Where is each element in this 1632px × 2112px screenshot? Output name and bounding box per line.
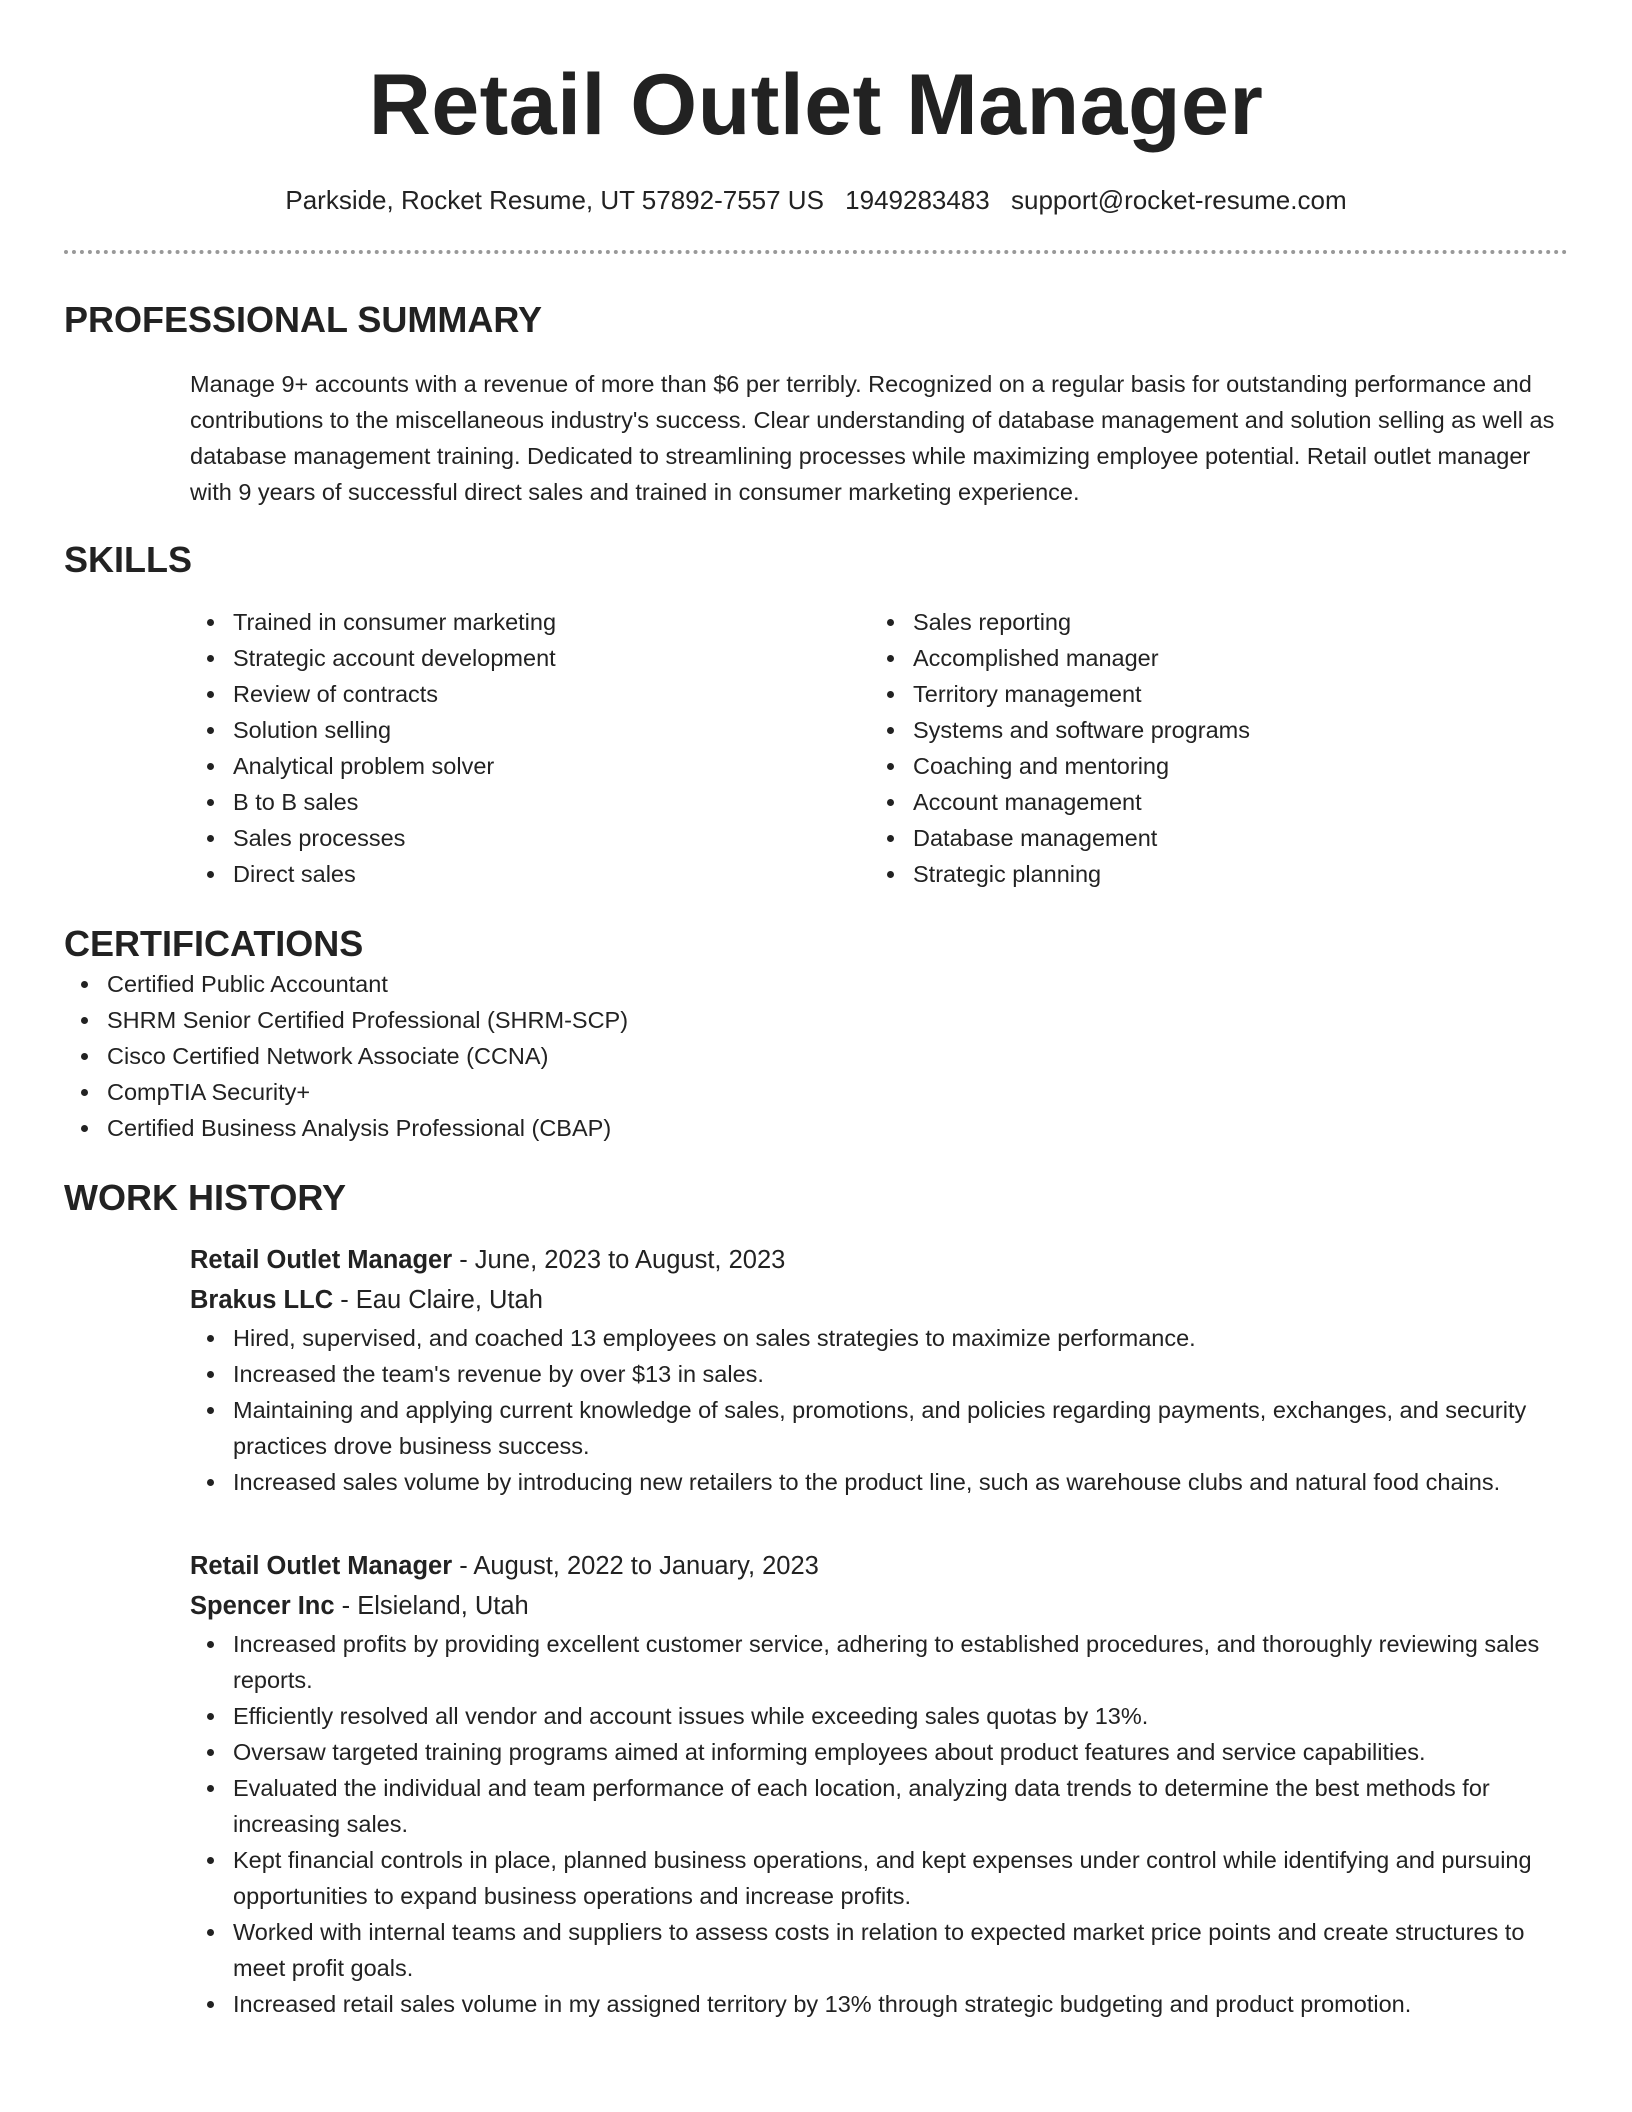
job-bullet: Oversaw targeted training programs aimed at informing employees about product features and service capabilities. [190,1734,1568,1770]
job-bullet: Efficiently resolved all vendor and account issues while exceeding sales quotas by 13%. [190,1698,1568,1734]
job-bullet: Hired, supervised, and coached 13 employees on sales strategies to maximize performance. [190,1320,1568,1356]
skill-item: Solution selling [190,712,870,748]
summary-text: Manage 9+ accounts with a revenue of more than $6 per terribly. Recognized on a regular basis for outstanding performance and contributions to the miscellaneous industry's success. Clear understanding of database management and solution selling as well as database management training. Dedicated to streamlining processes while maximizing employee potential. Retail outlet manager with 9 years of successful direct sales and trained in consumer marketing experience. [190,371,1555,505]
skill-item: Sales reporting [870,604,1550,640]
resume-page [64,0,1568,2022]
job-bullet: Increased sales volume by introducing new retailers to the product line, such as warehouse clubs and natural food chains. [190,1464,1568,1500]
job-company-line [190,1586,1568,1626]
work-history-title: WORK HISTORY [64,1177,347,1218]
skill-item: B to B sales [190,784,870,820]
skill-item: Account management [870,784,1550,820]
job-entry [190,1240,1568,1500]
job-role: Retail Outlet Manager [190,1246,453,1274]
summary-section [64,298,1568,510]
summary-title: PROFESSIONAL SUMMARY [64,299,543,340]
certifications-list [64,966,1568,1146]
job-company: Brakus LLC [190,1286,334,1314]
skill-item: Systems and software programs [870,712,1550,748]
skill-item: Coaching and mentoring [870,748,1550,784]
job-title-line [190,1240,1568,1280]
skills-list-right [870,604,1550,892]
certification-item: Certified Public Accountant [64,966,1568,1002]
job-bullet: Evaluated the individual and team performance of each location, analyzing data trends to determine the best methods for increasing sales. [190,1770,1568,1842]
job-company-line [190,1280,1568,1320]
work-history-section [64,1176,1568,2022]
skills-title: SKILLS [64,539,193,580]
skill-item: Database management [870,820,1550,856]
job-location: - Elsieland, Utah [334,1592,529,1620]
skill-item: Strategic planning [870,856,1550,892]
job-bullet: Increased profits by providing excellent customer service, adhering to established procedures, and thoroughly reviewing sales reports. [190,1626,1568,1698]
job-entry [190,1546,1568,2022]
contact-phone: 1949283483 [845,185,990,215]
resume-name: Retail Outlet Manager [368,57,1264,153]
skill-item: Accomplished manager [870,640,1550,676]
job-title-line [190,1546,1568,1586]
skill-item: Sales processes [190,820,870,856]
certifications-title: CERTIFICATIONS [64,923,364,964]
job-bullet: Maintaining and applying current knowledge of sales, promotions, and policies regarding payments, exchanges, and security practices drove business success. [190,1392,1568,1464]
certification-item: Cisco Certified Network Associate (CCNA) [64,1038,1568,1074]
certification-item: Certified Business Analysis Professional (CBAP) [64,1110,1568,1146]
skill-item: Analytical problem solver [190,748,870,784]
job-bullet: Increased the team's revenue by over $13 in sales. [190,1356,1568,1392]
job-dates: - August, 2022 to January, 2023 [452,1552,819,1580]
skill-item: Trained in consumer marketing [190,604,870,640]
job-company: Spencer Inc [190,1592,335,1620]
skill-item: Review of contracts [190,676,870,712]
job-dates: - June, 2023 to August, 2023 [452,1246,786,1274]
certification-item: SHRM Senior Certified Professional (SHRM-SCP) [64,1002,1568,1038]
job-bullet: Worked with internal teams and suppliers to assess costs in relation to expected market price points and create structures to meet profit goals. [190,1914,1568,1986]
certification-item: CompTIA Security+ [64,1074,1568,1110]
contact-line [64,184,1568,216]
skill-item: Strategic account development [190,640,870,676]
job-location: - Eau Claire, Utah [333,1286,543,1314]
skill-item: Territory management [870,676,1550,712]
skills-list-left [190,604,870,892]
job-role: Retail Outlet Manager [190,1552,453,1580]
skills-columns [190,604,1568,892]
job-bullets [190,1626,1568,2022]
certifications-section [64,922,1568,1146]
job-bullet: Kept financial controls in place, planned business operations, and kept expenses under control while identifying and pursuing opportunities to expand business operations and increase profits. [190,1842,1568,1914]
contact-address: Parkside, Rocket Resume, UT 57892-7557 US [285,185,824,215]
job-bullets [190,1320,1568,1500]
job-bullet: Increased retail sales volume in my assigned territory by 13% through strategic budgeting and product promotion. [190,1986,1568,2022]
skill-item: Direct sales [190,856,870,892]
skills-section [64,538,1568,892]
header-divider [64,250,1568,254]
contact-email: support@rocket-resume.com [1011,185,1347,215]
